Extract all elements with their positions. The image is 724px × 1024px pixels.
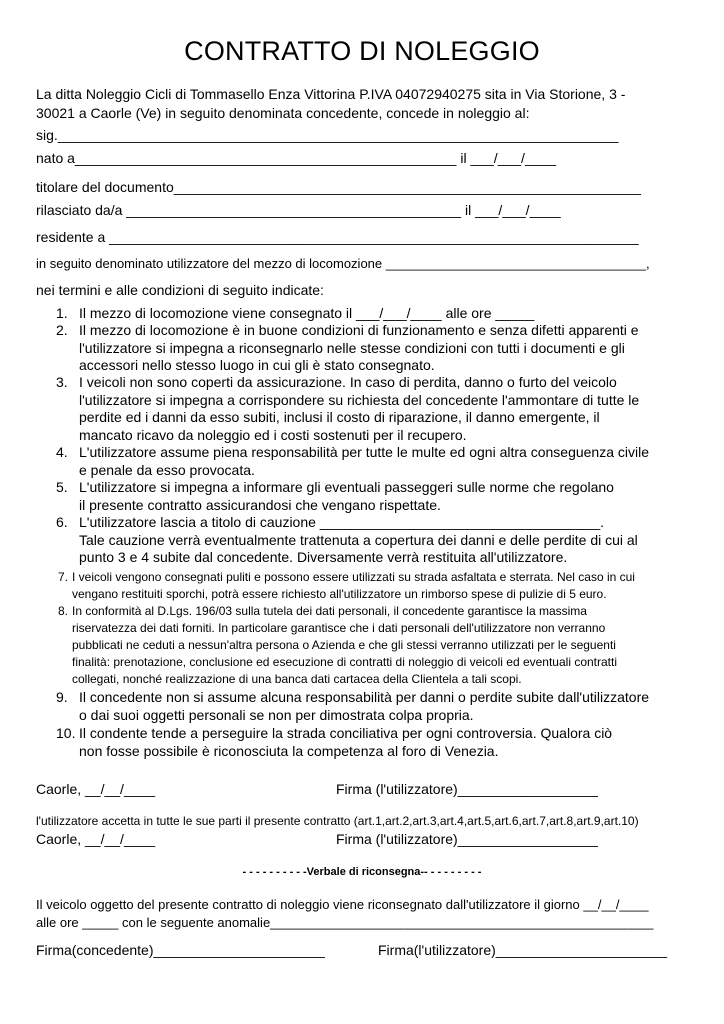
verbale-line-1: Il veicolo oggetto del presente contratto di noleggio viene riconsegnato dall'utilizzatore il giorno __/__/____ [36, 897, 649, 912]
acceptance-text: l'utilizzatore accetta in tutte le sue parti il presente contratto (art.1,art.2,art.3,art.4,art.5,art.6,art.7,art.8,art.9,art.10) [36, 814, 639, 828]
clause-text-line: accessori nello stesso luogo in cui gli è stato consegnato. [79, 357, 435, 373]
field-titolare: titolare del documento____________________________________________________________ [36, 179, 641, 195]
final-signature-concedente: Firma(concedente)______________________ [36, 942, 325, 958]
clause-text-line: o dai suoi oggetti personali se non per dimostrata colpa propria. [79, 706, 474, 723]
intro-line-1: La ditta Noleggio Cicli di Tommasello Enza Vittorina P.IVA 04072940275 sita in Via Storione, 3 - [36, 86, 626, 102]
final-signature-utilizzatore: Firma(l'utilizzatore)______________________ [378, 942, 668, 958]
clause-text-line: Il mezzo di locomozione viene consegnato il ___/___/____ alle ore _____ [79, 305, 535, 321]
clause-text-line: pubblicati ne ceduti a nessun'altra persona o Azienda e che gli stessi verranno utilizzati per le seguenti [72, 638, 616, 652]
clause-text-line: punto 3 e 4 subite dal concedente. Diversamente verrà restituita all'utilizzatore. [79, 549, 568, 565]
signature-1-place-date: Caorle, __/__/____ [36, 781, 156, 797]
clause-text-line: Il mezzo di locomozione è in buone condizioni di funzionamento e senza difetti apparenti e [79, 322, 639, 338]
clause-number: 10. [56, 725, 76, 741]
clause-number: 3. [56, 374, 68, 390]
signature-2-firma: Firma (l'utilizzatore)__________________ [336, 831, 598, 847]
clause-text-line: L'utilizzatore assume piena responsabilità per tutte le multe ed ogni altra conseguenza civile [79, 444, 650, 460]
clause-number: 6. [56, 514, 68, 530]
clause-text-line: L'utilizzatore lascia a titolo di cauzione ____________________________________. [79, 514, 604, 530]
signature-1-firma: Firma (l'utilizzatore)__________________ [336, 781, 598, 797]
clause-text-line: l'utilizzatore si impegna a corrispondere su richiesta del concedente l'ammontare di tutte le [79, 391, 640, 408]
clause-number: 7. [58, 570, 69, 584]
clause-number: 2. [56, 322, 68, 338]
clause-text-line: riservatezza dei dati forniti. In particolare garantisce che i dati personali dell'utilizzatore non verranno [72, 621, 606, 635]
clause-text-line: vengano restituiti sporchi, potrà essere richiesto all'utilizzatore un rimborso spese di pulizie di 5 euro. [72, 587, 607, 601]
clause-text-line: Tale cauzione verrà eventualmente trattenuta a copertura dei danni e delle perdite di cui al [79, 531, 638, 548]
clause-text-line: Il concedente non si assume alcuna responsabilità per danni o perdite subite dall'utilizzatore [79, 689, 650, 705]
clause-text-line: il presente contratto assicurandosi che vengano rispettate. [79, 496, 441, 513]
clause-text-line: In conformità al D.Lgs. 196/03 sulla tutela dei dati personali, il concedente garantisce la massima [72, 604, 587, 618]
document-title: CONTRATTO DI NOLEGGIO [184, 36, 540, 66]
field-residente: residente a ____________________________________________________________________ [36, 229, 639, 245]
conditions-intro: nei termini e alle condizioni di seguito indicate: [36, 282, 324, 298]
clause-text-line: mancato ricavo da noleggio ed i costi sostenuti per il recupero. [79, 426, 467, 443]
intro-line-2: 30021 a Caorle (Ve) in seguito denominata concedente, concede in noleggio al: [36, 105, 530, 121]
clause-text-line: finalità: prenotazione, conclusione ed esecuzione di contratti di noleggio di veicoli ed eventuali contratti [72, 655, 618, 669]
field-nato: nato a_________________________________________________ il ___/___/____ [36, 150, 557, 166]
field-rilasciato: rilasciato da/a ___________________________________________ il ___/___/____ [36, 202, 561, 218]
field-utilizzatore: in seguito denominato utilizzatore del mezzo di locomozione ____________________________________, [36, 256, 650, 271]
verbale-title: - - - - - - - - - -Verbale di riconsegna-- - - - - - - - - [242, 866, 482, 878]
signature-2-place-date: Caorle, __/__/____ [36, 831, 156, 847]
clause-number: 9. [56, 689, 68, 705]
clause-text-line: L'utilizzatore si impegna a informare gli eventuali passeggeri sulle norme che regolano [79, 479, 614, 495]
clause-text-line: l'utilizzatore si impegna a riconsegnarlo nelle stesse condizioni con tutti i documenti e gli [79, 339, 625, 356]
clause-number: 5. [56, 479, 68, 495]
field-sig: sig.________________________________________________________________________ [36, 127, 619, 143]
clause-text-line: non fosse possibile è riconosciuta la competenza al foro di Venezia. [79, 742, 499, 759]
verbale-line-2: alle ore _____ con le seguente anomalie_____________________________________________________ [36, 915, 654, 930]
clause-text-line: e penale da esso provocata. [79, 461, 255, 478]
clause-text-line: Il condente tende a perseguire la strada conciliativa per ogni controversia. Qualora ciò [79, 725, 613, 741]
clause-number: 8. [58, 604, 69, 618]
clause-text-line: perdite ed i danni da esso subiti, inclusi il costo di riparazione, il danno emergente, il [79, 409, 600, 425]
clause-text-line: I veicoli non sono coperti da assicurazione. In caso di perdita, danno o furto del veicolo [79, 374, 617, 390]
clause-text-line: collegati, nonché realizzazione di una banca dati cartacea della Clientela a tali scopi. [72, 672, 522, 686]
clause-number: 4. [56, 444, 68, 460]
clause-number: 1. [56, 305, 68, 321]
clause-text-line: I veicoli vengono consegnati puliti e possono essere utilizzati su strada asfaltata e sterrata. Nel caso in cui [72, 570, 635, 584]
